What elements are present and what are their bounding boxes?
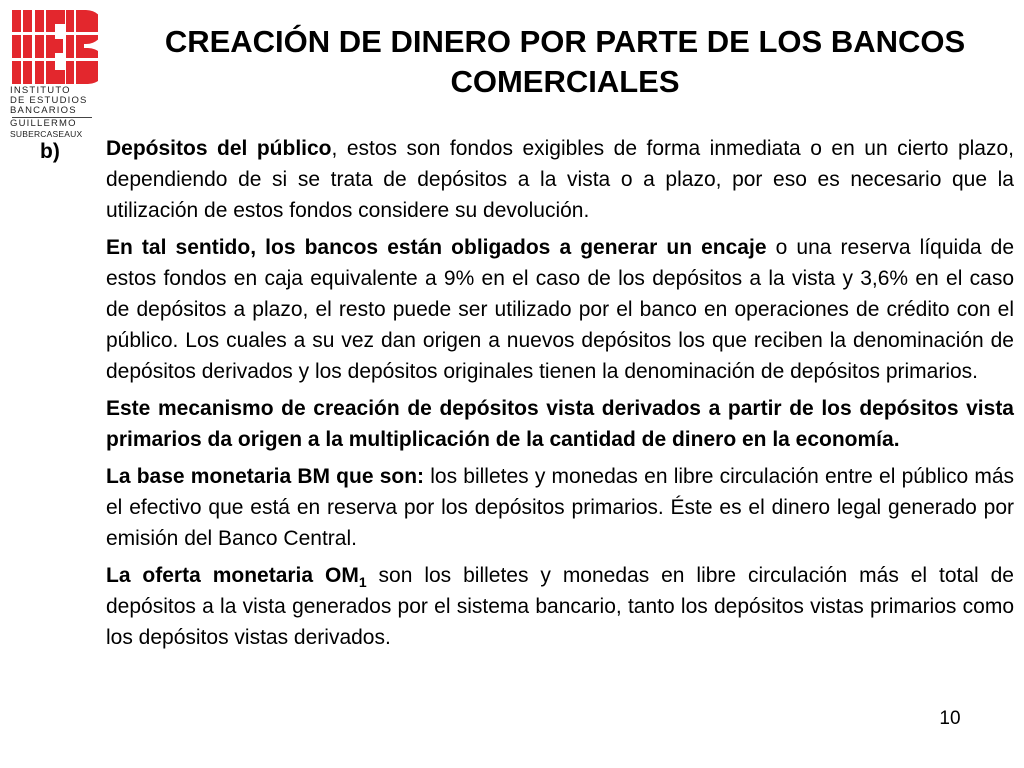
- paragraph-oferta-monetaria: [106, 560, 1014, 653]
- paragraph-mecanismo: [106, 393, 1014, 455]
- paragraph-2-bold: En tal sentido, los bancos están obligados a generar un encaje: [106, 236, 767, 259]
- logo-caption: [10, 86, 100, 139]
- paragraph-5-bold: La oferta monetaria OM: [106, 564, 359, 587]
- logo-line-2: DE ESTUDIOS: [10, 95, 88, 106]
- slide-title: CREACIÓN DE DINERO POR PARTE DE LOS BANCOS COMERCIALES: [164, 24, 966, 99]
- logo-line-4: GUILLERMO: [10, 118, 77, 129]
- item-marker: b): [40, 140, 60, 163]
- slide-body: [106, 133, 1014, 659]
- paragraph-base-monetaria: [106, 461, 1014, 554]
- logo-line-5: SUBERCASEAUX: [10, 129, 83, 139]
- paragraph-5-subscript: 1: [358, 574, 367, 591]
- ieb-logo-mark-icon: [8, 8, 98, 84]
- paragraph-4-bold: La base monetaria BM que son:: [106, 465, 425, 488]
- paragraph-4-text: los billetes y monedas en libre circulación entre el público más el efectivo que está en reserva por los depósitos primarios. Éste es el dinero legal generado por emisión del Banco Central.: [106, 465, 1014, 550]
- paragraph-2-text: o una reserva líquida de estos fondos en caja equivalente a 9% en el caso de los depósitos a la vista y 3,6% en el caso de depósitos a plazo, el resto puede ser utilizado por el banco en operaciones de crédito con el público. Los cuales a su vez dan origen a nuevos depósitos los que reciben la denominación de depósitos derivados y los depósitos originales tienen la denominación de depósitos primarios.: [106, 236, 1015, 383]
- paragraph-1-bold: Depósitos del público: [106, 137, 332, 160]
- paragraph-depositos-publico: [106, 133, 1014, 226]
- paragraph-1-text: , estos son fondos exigibles de forma inmediata o en un cierto plazo, dependiendo de si se trata de depósitos a la vista o a plazo, por eso es necesario que la utilización de estos fondos considere su devolución.: [106, 137, 1014, 222]
- paragraph-3-bold: Este mecanismo de creación de depósitos vista derivados a partir de los depósitos vista primarios da origen a la multiplicación de la cantidad de dinero en la economía.: [106, 397, 1014, 451]
- paragraph-5-text: son los billetes y monedas en libre circulación más el total de depósitos a la vista generados por el sistema bancario, tanto los depósitos vistas primarios como los depósitos vistas derivados.: [106, 564, 1014, 649]
- institute-logo: [8, 8, 100, 139]
- logo-line-1: INSTITUTO: [10, 85, 71, 96]
- page-number: 10: [939, 708, 961, 729]
- paragraph-encaje: [106, 232, 1014, 387]
- logo-line-3: BANCARIOS: [10, 105, 77, 116]
